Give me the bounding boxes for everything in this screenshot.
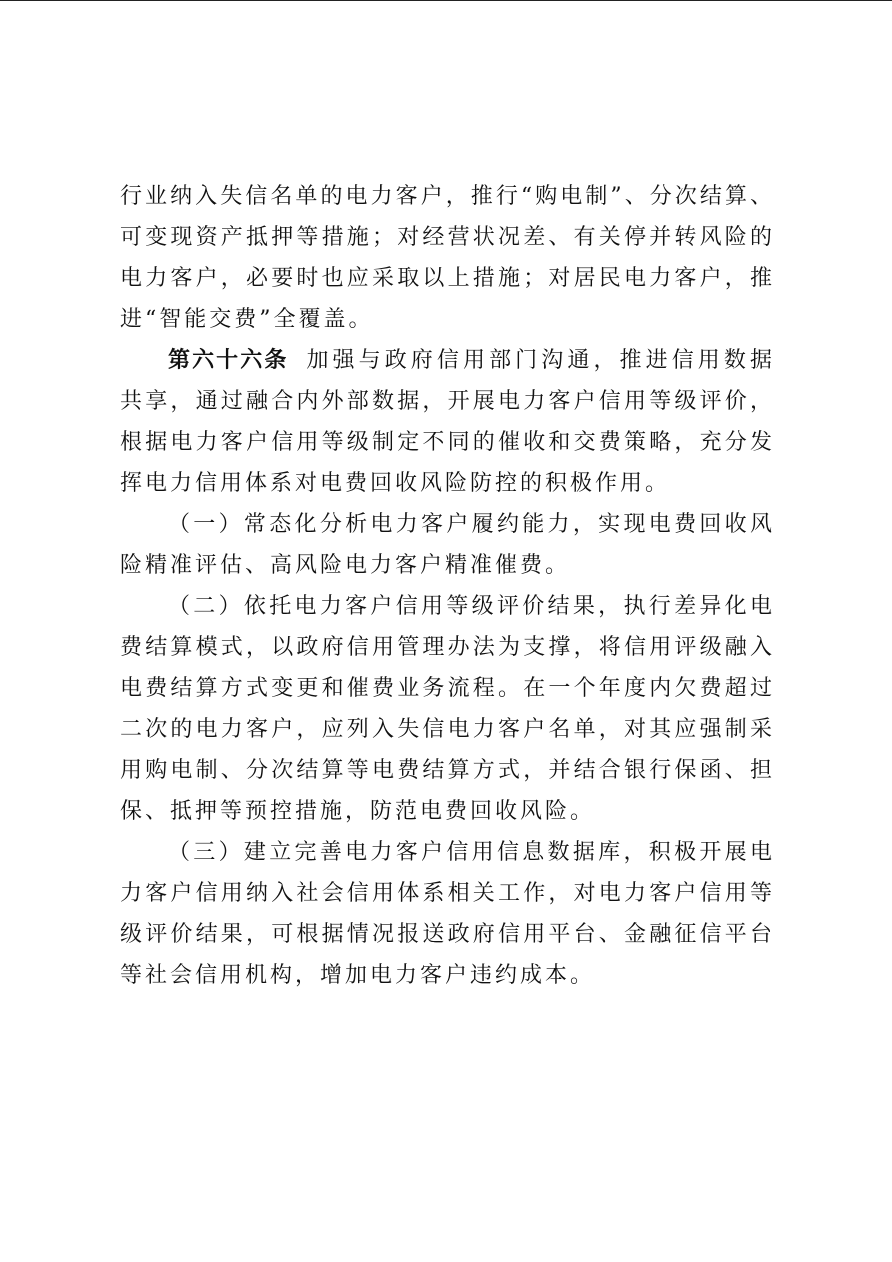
list-item-1: （一）常态化分析电力客户履约能力，实现电费回收风险精准评估、高风险电力客户精准催费。 [120, 512, 775, 578]
article-66-paragraph [120, 340, 775, 504]
article-number: 第六十六条 [168, 348, 289, 373]
page-top-border [0, 0, 892, 1]
continued-paragraph: 行业纳入失信名单的电力客户，推行“购电制”、分次结算、可变现资产抵押等措施；对经营状况差、有关停并转风险的电力客户，必要时也应采取以上措施；对居民电力客户，推进“智能交费”全覆盖。 [120, 184, 775, 332]
document-body [120, 176, 775, 996]
list-item-3: （三）建立完善电力客户信用信息数据库，积极开展电力客户信用纳入社会信用体系相关工作，对电力客户信用等级评价结果，可根据情况报送政府信用平台、金融征信平台等社会信用机构，增加电力客户违约成本。 [120, 840, 775, 988]
article-text: 加强与政府信用部门沟通，推进信用数据共享，通过融合内外部数据，开展电力客户信用等级评价，根据电力客户信用等级制定不同的催收和交费策略，充分发挥电力信用体系对电费回收风险防控的积极作用。 [120, 348, 775, 496]
list-item-2: （二）依托电力客户信用等级评价结果，执行差异化电费结算模式，以政府信用管理办法为支撑，将信用评级融入电费结算方式变更和催费业务流程。在一个年度内欠费超过二次的电力客户，应列入失信电力客户名单，对其应强制采用购电制、分次结算等电费结算方式，并结合银行保函、担保、抵押等预控措施，防范电费回收风险。 [120, 594, 775, 824]
